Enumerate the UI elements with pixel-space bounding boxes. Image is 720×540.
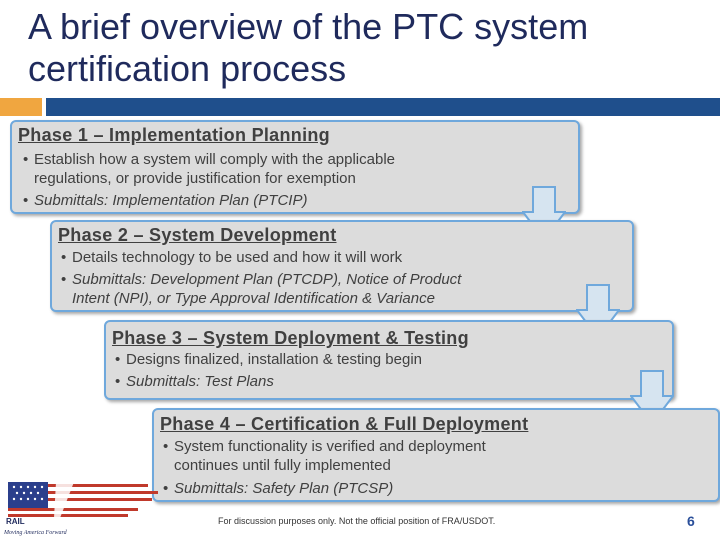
phase-4-bullet-1-line-1: System functionality is verified and deployment: [174, 438, 486, 455]
phase-1-bullet-2: • Submittals: Implementation Plan (PTCIP): [23, 192, 308, 209]
phase-2-submittals-label: Submittals:: [72, 271, 147, 288]
phase-1-title: Phase 1 – Implementation Planning: [18, 125, 330, 145]
phase-4-submittals-text: Safety Plan (PTCSP): [248, 480, 394, 497]
phase-2-bullet-1: • Details technology to be used and how it will work: [72, 248, 602, 267]
phase-1-submittals-text: Implementation Plan (PTCIP): [108, 192, 308, 209]
phase-1-box: [10, 120, 580, 214]
phase-3-bullet-1: • Designs finalized, installation & testing begin: [126, 350, 646, 369]
phase-4-bullet-1: • System functionality is verified and deployment continues until fully implemented: [174, 437, 694, 475]
accent-bar-orange: [0, 98, 42, 116]
phase-2-box: [50, 220, 634, 312]
logo-tagline: Moving America Forward: [4, 530, 67, 536]
phase-2-bullet-2: • Submittals: Development Plan (PTCDP), Notice of Product Intent (NPI), or Type Approval Identification & Variance: [61, 271, 462, 307]
phase-3-submittals-label: Submittals:: [126, 373, 201, 390]
title-line-2: certification process: [28, 48, 347, 89]
phase-1-bullet-1-line-2: regulations, or provide justification for exemption: [34, 170, 356, 187]
phase-4-box: [152, 408, 720, 502]
title-line-1: A brief overview of the PTC system: [28, 6, 589, 47]
phase-2-bullet-1-line-1: Details technology to be used and how it will work: [72, 249, 403, 266]
phase-4-bullet-1-line-2: continues until fully implemented: [174, 457, 391, 474]
phase-4-submittals-label: Submittals:: [174, 480, 249, 497]
phase-2-submittals-line-1: Development Plan (PTCDP), Notice of Product: [146, 271, 462, 288]
phase-1-bullet-1-line-1: Establish how a system will comply with the applicable: [34, 151, 395, 168]
phase-4-bullet-2: • Submittals: Safety Plan (PTCSP): [163, 480, 394, 497]
phase-3-submittals-text: Test Plans: [200, 373, 274, 390]
footer-disclaimer: For discussion purposes only. Not the official position of FRA/USDOT.: [218, 516, 496, 526]
accent-bar-blue: [46, 98, 720, 116]
phase-2-title: Phase 2 – System Development: [58, 225, 337, 245]
phase-4-title: Phase 4 – Certification & Full Deployment: [160, 414, 529, 434]
phase-3-bullet-2: • Submittals: Test Plans: [115, 373, 274, 390]
phase-1-bullet-1: • Establish how a system will comply with the applicable regulations, or provide justification for exemption: [34, 150, 554, 188]
slide-title: [28, 6, 688, 90]
phase-2-submittals-line-2: Intent (NPI), or Type Approval Identification & Variance: [72, 290, 435, 307]
page-number: 6: [687, 513, 695, 529]
phase-3-title: Phase 3 – System Deployment & Testing: [112, 328, 469, 348]
phase-1-submittals-label: Submittals:: [34, 192, 109, 209]
logo-text: RAIL: [6, 517, 25, 526]
rail-flag-logo: [4, 478, 164, 538]
phase-3-bullet-1-line-1: Designs finalized, installation & testing begin: [126, 351, 423, 368]
phase-3-box: [104, 320, 674, 400]
